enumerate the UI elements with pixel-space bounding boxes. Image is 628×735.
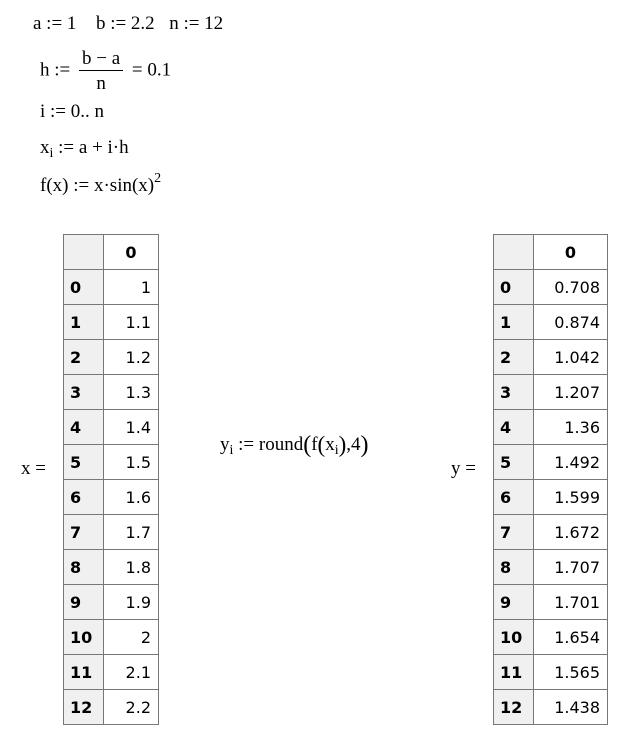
y-matrix-row bbox=[494, 655, 608, 690]
x-matrix-row bbox=[64, 375, 159, 410]
y-matrix-row-value[interactable]: 1.654 bbox=[534, 620, 608, 655]
y-inner-subscript: i bbox=[334, 443, 339, 458]
y-matrix-row-value[interactable]: 1.207 bbox=[534, 375, 608, 410]
y-matrix-row bbox=[494, 340, 608, 375]
y-matrix-row-value[interactable]: 0.708 bbox=[534, 270, 608, 305]
matrix-header-row bbox=[494, 235, 608, 270]
x-lhs: x bbox=[40, 137, 50, 158]
x-matrix-row-index: 10 bbox=[64, 620, 104, 655]
y-subscript: i bbox=[229, 443, 234, 458]
x-matrix-row-value[interactable]: 1.5 bbox=[104, 445, 159, 480]
y-matrix-row bbox=[494, 515, 608, 550]
x-matrix-row bbox=[64, 410, 159, 445]
y-matrix-row-value[interactable]: 1.438 bbox=[534, 690, 608, 725]
y-tail: ,4 bbox=[346, 434, 361, 455]
x-matrix-row-index: 6 bbox=[64, 480, 104, 515]
y-matrix-row-value[interactable]: 0.874 bbox=[534, 305, 608, 340]
x-matrix-row bbox=[64, 585, 159, 620]
x-matrix-row-value[interactable]: 1.9 bbox=[104, 585, 159, 620]
x-matrix-row bbox=[64, 515, 159, 550]
x-matrix-row bbox=[64, 690, 159, 725]
y-matrix-row-index: 5 bbox=[494, 445, 534, 480]
y-matrix-row bbox=[494, 620, 608, 655]
x-matrix-row-index: 9 bbox=[64, 585, 104, 620]
open-paren-inner: ( bbox=[317, 432, 326, 457]
y-matrix-row-value[interactable]: 1.042 bbox=[534, 340, 608, 375]
y-inner-f: f bbox=[311, 434, 318, 455]
y-matrix-row-value[interactable]: 1.672 bbox=[534, 515, 608, 550]
y-matrix-row-index: 2 bbox=[494, 340, 534, 375]
matrix-header-row bbox=[64, 235, 159, 270]
h-result: = 0.1 bbox=[131, 59, 172, 81]
x-column-header: 0 bbox=[104, 235, 159, 270]
x-matrix-row-index: 8 bbox=[64, 550, 104, 585]
x-matrix-row bbox=[64, 305, 159, 340]
y-matrix-row-value[interactable]: 1.565 bbox=[534, 655, 608, 690]
y-column-header: 0 bbox=[534, 235, 608, 270]
y-matrix-row-index: 0 bbox=[494, 270, 534, 305]
x-rhs: := a + i·h bbox=[58, 137, 129, 158]
x-matrix-row bbox=[64, 620, 159, 655]
y-matrix-row bbox=[494, 690, 608, 725]
open-paren: ( bbox=[303, 432, 312, 458]
x-matrix-row-index: 12 bbox=[64, 690, 104, 725]
y-matrix-row-value[interactable]: 1.599 bbox=[534, 480, 608, 515]
x-matrix-row-index: 2 bbox=[64, 340, 104, 375]
y-matrix-row-index: 11 bbox=[494, 655, 534, 690]
x-definition[interactable] bbox=[40, 138, 129, 161]
y-matrix-row bbox=[494, 550, 608, 585]
f-definition[interactable] bbox=[40, 172, 161, 195]
y-matrix-row-index: 12 bbox=[494, 690, 534, 725]
x-matrix-row-value[interactable]: 1.3 bbox=[104, 375, 159, 410]
h-definition[interactable] bbox=[40, 49, 171, 93]
y-matrix-row-value[interactable]: 1.36 bbox=[534, 410, 608, 445]
x-matrix-row-index: 0 bbox=[64, 270, 104, 305]
h-denominator: n bbox=[96, 73, 106, 94]
x-matrix-row-value[interactable]: 2.2 bbox=[104, 690, 159, 725]
x-matrix-row-index: 7 bbox=[64, 515, 104, 550]
y-definition[interactable] bbox=[220, 433, 369, 458]
y-matrix-row-index: 3 bbox=[494, 375, 534, 410]
y-matrix-row bbox=[494, 375, 608, 410]
x-matrix-label: x = bbox=[21, 458, 46, 479]
y-assign-round: := round bbox=[238, 434, 304, 455]
x-matrix-row-value[interactable]: 1.2 bbox=[104, 340, 159, 375]
y-matrix-row-index: 4 bbox=[494, 410, 534, 445]
x-matrix-row-index: 5 bbox=[64, 445, 104, 480]
y-matrix-row bbox=[494, 480, 608, 515]
x-matrix-row-value[interactable]: 2 bbox=[104, 620, 159, 655]
y-matrix[interactable] bbox=[493, 234, 608, 725]
y-matrix-row bbox=[494, 410, 608, 445]
x-matrix-row-value[interactable]: 1.4 bbox=[104, 410, 159, 445]
h-numerator: b − a bbox=[79, 49, 123, 71]
x-matrix-row bbox=[64, 340, 159, 375]
y-matrix-row-index: 1 bbox=[494, 305, 534, 340]
y-matrix-row-index: 6 bbox=[494, 480, 534, 515]
x-matrix-row-index: 1 bbox=[64, 305, 104, 340]
y-inner-x: x bbox=[325, 434, 335, 455]
h-fraction bbox=[79, 49, 123, 93]
close-paren: ) bbox=[360, 432, 369, 458]
y-matrix-row-value[interactable]: 1.701 bbox=[534, 585, 608, 620]
x-matrix-row bbox=[64, 655, 159, 690]
y-matrix-row bbox=[494, 445, 608, 480]
matrix-corner-cell bbox=[64, 235, 104, 270]
x-matrix-row-value[interactable]: 2.1 bbox=[104, 655, 159, 690]
y-matrix-row-value[interactable]: 1.707 bbox=[534, 550, 608, 585]
x-matrix-row-index: 4 bbox=[64, 410, 104, 445]
x-matrix[interactable] bbox=[63, 234, 159, 725]
f-expression: f(x) := x·sin(x) bbox=[40, 175, 155, 196]
x-matrix-row bbox=[64, 550, 159, 585]
h-lhs: h := bbox=[40, 59, 71, 81]
n-definition[interactable]: n := 12 bbox=[169, 13, 224, 34]
y-matrix-row-value[interactable]: 1.492 bbox=[534, 445, 608, 480]
x-matrix-row bbox=[64, 270, 159, 305]
close-paren-inner: ) bbox=[338, 432, 347, 457]
definitions-line bbox=[33, 14, 223, 33]
a-definition[interactable]: a := 1 bbox=[33, 13, 77, 34]
b-definition[interactable]: b := 2.2 bbox=[95, 13, 155, 34]
x-matrix-row bbox=[64, 445, 159, 480]
x-matrix-row-value[interactable]: 1.7 bbox=[104, 515, 159, 550]
y-matrix-row bbox=[494, 305, 608, 340]
y-matrix-row bbox=[494, 585, 608, 620]
x-matrix-row bbox=[64, 480, 159, 515]
x-subscript: i bbox=[49, 146, 54, 161]
x-matrix-row-index: 11 bbox=[64, 655, 104, 690]
f-exponent: 2 bbox=[154, 171, 162, 186]
y-matrix-row-index: 10 bbox=[494, 620, 534, 655]
i-definition[interactable]: i := 0.. n bbox=[40, 101, 105, 122]
y-lhs: y bbox=[220, 434, 230, 455]
x-matrix-row-value[interactable]: 1 bbox=[104, 270, 159, 305]
y-matrix-row-index: 9 bbox=[494, 585, 534, 620]
x-matrix-row-value[interactable]: 1.1 bbox=[104, 305, 159, 340]
y-matrix-row bbox=[494, 270, 608, 305]
x-matrix-row-value[interactable]: 1.8 bbox=[104, 550, 159, 585]
y-matrix-row-index: 8 bbox=[494, 550, 534, 585]
x-matrix-row-index: 3 bbox=[64, 375, 104, 410]
x-matrix-row-value[interactable]: 1.6 bbox=[104, 480, 159, 515]
matrix-corner-cell bbox=[494, 235, 534, 270]
y-matrix-label: y = bbox=[451, 458, 476, 479]
y-matrix-row-index: 7 bbox=[494, 515, 534, 550]
